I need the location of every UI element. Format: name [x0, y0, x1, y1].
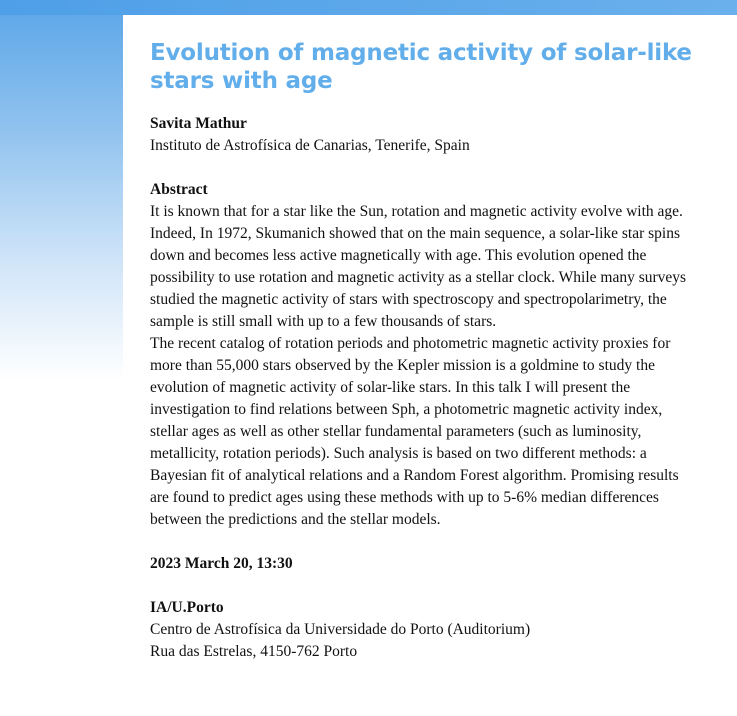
speaker-affiliation: Instituto de Astrofísica de Canarias, Tenerife, Spain — [150, 137, 470, 154]
datetime-section — [150, 553, 697, 575]
venue-line-2: Rua das Estrelas, 4150-762 Porto — [150, 643, 358, 660]
seminar-datetime: 2023 March 20, 13:30 — [150, 555, 293, 572]
abstract-paragraph-2: The recent catalog of rotation periods and photometric magnetic activity proxies for more than 55,000 stars observed by the Kepler mission is a goldmine to study the evolution of magnetic activity of solar-like stars. In this talk I will present the investigation to find relations between Sph, a photometric magnetic activity index, stellar ages as well as other stellar fundamental parameters (such as luminosity, metallicity, rotation periods). Such analysis is based on two different methods: a Bayesian fit of analytical relations and a Random Forest algorithm. Promising results are found to predict ages using these methods with up to 5-6% median differences between the predictions and the stellar models. — [150, 335, 679, 528]
seminar-card — [123, 15, 737, 716]
spacer — [150, 575, 697, 597]
abstract-heading: Abstract — [150, 181, 208, 198]
seminar-title: Evolution of magnetic activity of solar-like stars with age — [150, 40, 692, 94]
speaker-section — [150, 113, 697, 157]
venue-name: IA/U.Porto — [150, 599, 224, 616]
venue-line-1: Centro de Astrofísica da Universidade do Porto (Auditorium) — [150, 621, 531, 638]
abstract-section — [150, 179, 697, 531]
speaker-name: Savita Mathur — [150, 115, 247, 132]
spacer — [150, 531, 697, 553]
spacer — [150, 157, 697, 179]
abstract-paragraph-1: It is known that for a star like the Sun, rotation and magnetic activity evolve with age. Indeed, In 1972, Skumanich showed that on the main sequence, a solar-like star spins down and becomes less active magnetically with age. This evolution opened the possibility to use rotation and magnetic activity as a stellar clock. While many surveys studied the magnetic activity of stars with spectroscopy and spectropolarimetry, the sample is still small with up to a few thousands of stars. — [150, 203, 687, 330]
top-header-strip — [0, 0, 737, 15]
venue-section — [150, 597, 697, 663]
